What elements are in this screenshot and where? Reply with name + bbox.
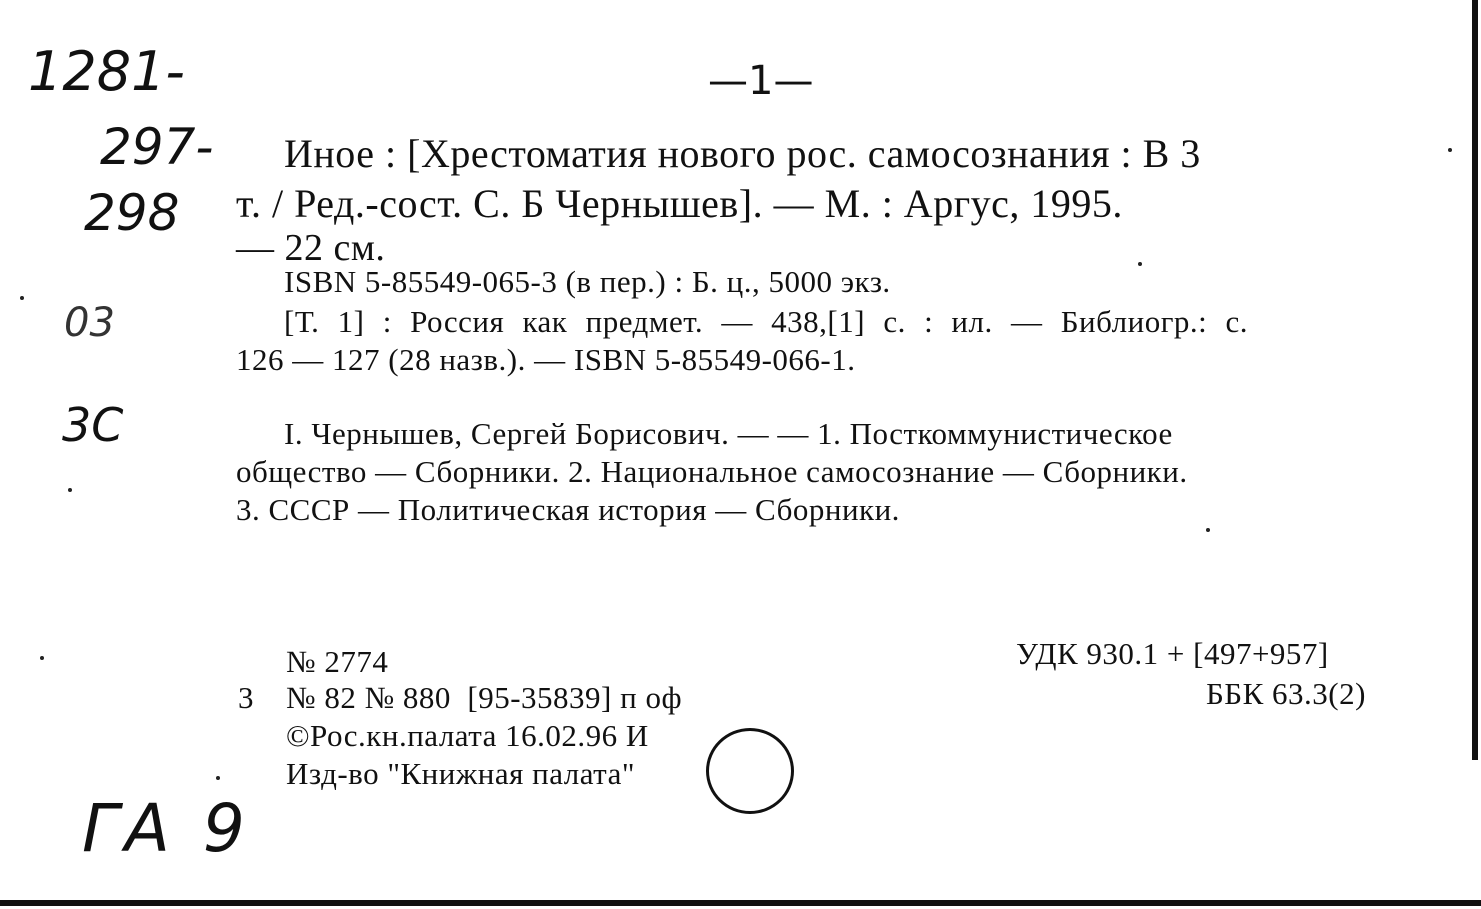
entry-volume-line-1: [Т. 1] : Россия как предмет. — 438,[1] с. : ил. — Библиогр.: с. xyxy=(284,304,1249,339)
handwritten-number-top: 1281- xyxy=(28,40,185,103)
entry-isbn: ISBN 5-85549-065-3 (в пер.) : Б. ц., 5000 экз. xyxy=(284,264,891,299)
scan-speck xyxy=(1448,148,1452,152)
handwritten-code-b: 3С xyxy=(62,398,124,452)
handwritten-number-third: 298 xyxy=(84,184,180,242)
publisher-line: Изд-во "Книжная палата" xyxy=(286,756,636,791)
card-border-right xyxy=(1472,0,1478,760)
entry-subjects-line-2: общество — Сборники. 2. Национальное самосознание — Сборники. xyxy=(236,454,1188,489)
circle-stamp xyxy=(706,728,794,814)
bbk-code: ББК 63.3(2) xyxy=(1206,676,1366,711)
scan-speck xyxy=(216,776,220,780)
copyright-line: ©Рос.кн.палата 16.02.96 И xyxy=(286,718,649,753)
order-prefix: 3 xyxy=(238,680,254,715)
entry-subjects-line-3: 3. СССР — Политическая история — Сборники. xyxy=(236,492,900,527)
entry-title-line-3: — 22 см. xyxy=(236,227,386,269)
udk-code: УДК 930.1 + [497+957] xyxy=(1016,636,1329,671)
card-number: № 2774 xyxy=(286,644,389,679)
entry-title-line-1: Иное : [Хрестоматия нового рос. самосознания : В 3 xyxy=(284,131,1201,176)
scan-speck xyxy=(20,296,24,300)
card-border-bottom xyxy=(0,900,1481,906)
scan-speck xyxy=(1138,262,1142,266)
handwritten-page-mark: —1— xyxy=(708,58,814,104)
order-line: № 82 № 880 [95-35839] п оф xyxy=(286,680,683,715)
handwritten-bottom-code: ГА 9 xyxy=(82,790,251,867)
entry-title-line-2: т. / Ред.-сост. С. Б Чернышев]. — М. : Аргус, 1995. xyxy=(236,181,1123,226)
handwritten-code-a: 03 xyxy=(64,300,115,346)
handwritten-number-second: 297- xyxy=(100,118,214,176)
scan-speck xyxy=(68,488,72,492)
scan-speck xyxy=(40,656,44,660)
scan-speck xyxy=(1206,528,1210,532)
entry-volume-line-2: 126 — 127 (28 назв.). — ISBN 5-85549-066-1. xyxy=(236,342,856,377)
entry-subjects-line-1: I. Чернышев, Сергей Борисович. — — 1. Посткоммунистическое xyxy=(284,416,1173,451)
